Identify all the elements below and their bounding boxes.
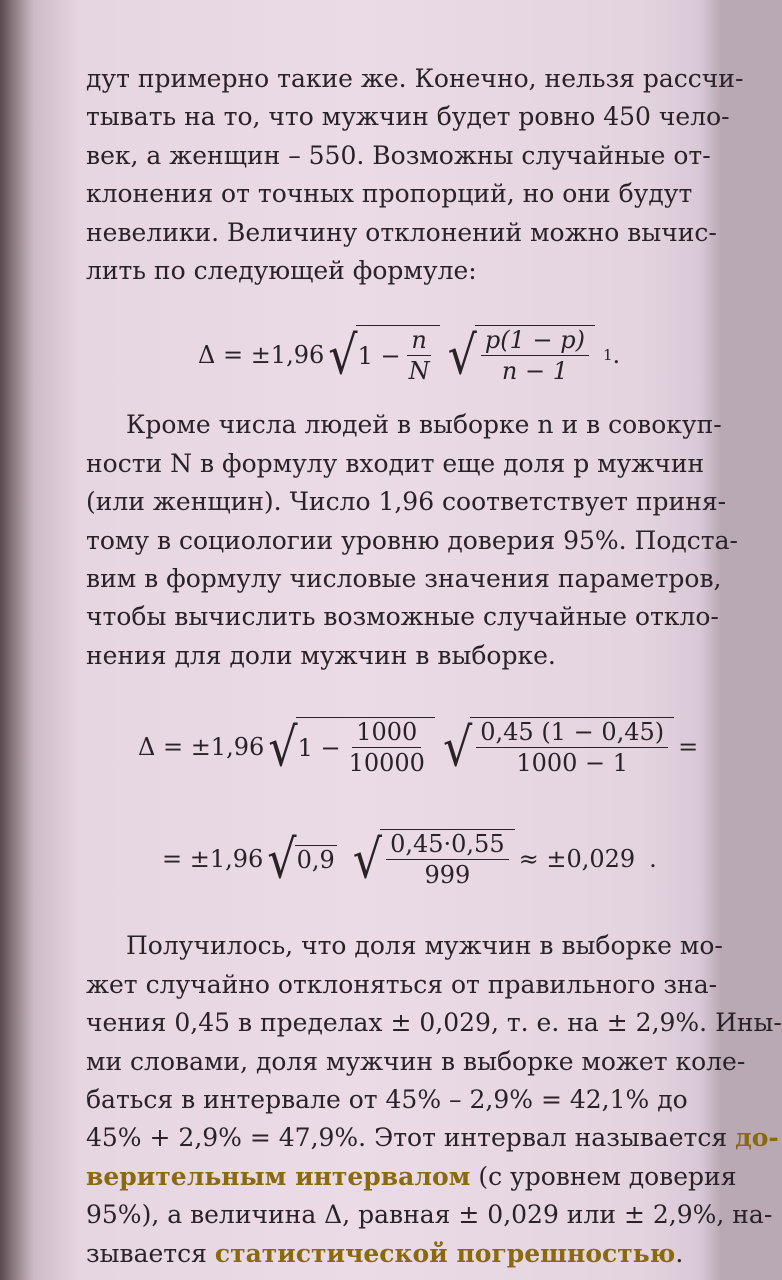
text-line: нения для доли мужчин в выборке. [86,640,556,670]
fraction-sample-over-population [345,718,429,777]
formula-substituted [138,711,699,783]
text-line: тывать на то, что мужчин будет ровно 450 чело- [86,102,730,132]
text-line: жет случайно отклоняться от правильного зна- [86,969,718,999]
sqrt-variance [443,717,674,777]
fraction-p-variance [481,326,589,385]
sqrt-sign-icon: √ [268,716,298,779]
fraction-denominator: 999 [424,861,471,890]
formula-end: . [649,845,657,874]
text-line: (или женщин). Число 1,96 соответствует приня- [86,487,727,517]
text-line: вим в формулу числовые значения параметров, [86,564,722,594]
fraction-variance-values [476,718,668,777]
text-line: чтобы вычислить возможные случайные откло- [86,602,719,632]
formula-result [162,823,686,895]
formula-end: . [612,341,621,370]
fraction-n-over-N [405,326,434,385]
fraction-denominator: 1000 − 1 [516,749,629,778]
fraction-numerator: n [407,326,430,356]
formula-lhs: Δ = ±1,96 [138,733,265,762]
text-line: век, а женщин – 550. Возможны случайные от- [86,140,711,170]
text-line: 45% + 2,9% = 47,9%. Этот интервал называется до- [86,1123,779,1153]
fraction-numerator: 0,45·0,55 [386,830,509,860]
formula-general [198,320,686,390]
text-line: баться в интервале от 45% – 2,9% = 42,1% до [86,1084,688,1114]
footnote-marker: 1 [602,346,613,365]
sqrt-finite-correction [328,325,439,385]
fraction-denominator: 10000 [348,749,425,778]
term-statistical-error: статистической погрешностью [214,1238,676,1268]
sqrt-sign-icon: √ [267,828,297,891]
text-line: верительным интервалом (с уровнем доверия [86,1161,737,1191]
term-confidence-interval: верительным интервалом [86,1161,471,1191]
sqrt-variance [353,829,515,889]
fraction-variance-product [386,830,509,889]
sqrt-variance [448,325,595,385]
sqrt-sign-icon: √ [352,828,383,891]
paragraph-1 [86,60,744,290]
term-confidence-interval: до- [735,1123,779,1153]
fraction-denominator: N [408,357,430,386]
fraction-numerator: 0,45 (1 − 0,45) [476,718,668,748]
text-line: ности N в формулу входит еще доля p мужчин [86,448,705,478]
fraction-numerator: 1000 [352,718,421,748]
text-line: тому в социологии уровню доверия 95%. Подста- [86,525,738,555]
formula-lhs: = ±1,96 [162,845,264,874]
formula-rhs: ≈ ±0,029 [518,845,636,874]
text-line: лить по следующей формуле: [86,256,477,286]
text-line: клонения от точных пропорций, но они будут [86,179,693,209]
fraction-numerator: p(1 − p) [481,326,589,356]
book-page [86,60,782,1280]
sqrt-value: 0,9 [296,845,335,874]
formula-end: = [678,733,699,762]
text-line: чения 0,45 в пределах ± 0,029, т. е. на ± 2,9%. Ины- [86,1008,782,1038]
text-line: Получилось, что доля мужчин в выборке мо- [126,931,723,961]
sqrt-sign-icon: √ [442,716,473,779]
text-line: ми словами, доля мужчин в выборке может коле- [86,1046,746,1076]
text-line: 95%), а величина Δ, равная ± 0,029 или ± 2,9%, на- [86,1200,773,1230]
paragraph-3 [86,927,782,1273]
text-line: дут примерно такие же. Конечно, нельзя рассчи- [86,64,744,93]
sqrt-sign-icon: √ [447,324,477,387]
sqrt-sign-icon: √ [328,324,358,387]
formula-lhs: Δ = ±1,96 [198,341,325,370]
sqrt-correction-value [267,828,336,891]
text-line: Кроме числа людей в выборке n и в совокуп- [126,410,722,440]
formula-one-minus: 1 − [357,341,401,370]
text-line: невелики. Величину отклонений можно вычис- [86,217,717,247]
text-line: зывается статистической погрешностью. [86,1238,684,1268]
formula-one-minus: 1 − [297,733,341,762]
paragraph-2 [86,406,738,675]
fraction-denominator: n − 1 [501,357,568,386]
sqrt-finite-correction [268,717,435,777]
